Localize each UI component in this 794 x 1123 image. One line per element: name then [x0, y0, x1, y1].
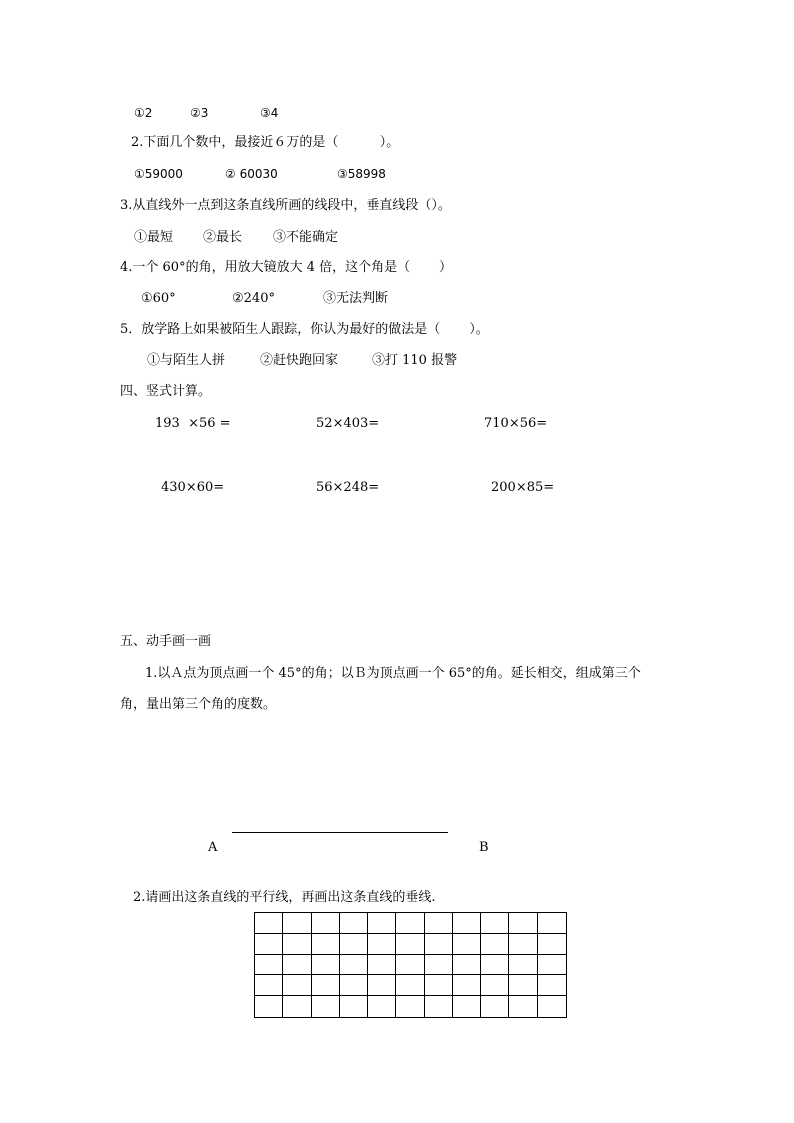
grid-cell — [255, 955, 283, 976]
grid-cell — [453, 975, 481, 996]
q1-option-3: ③4 — [260, 106, 279, 120]
draw-item-1-line-2: 角，量出第三个角的度数。 — [120, 697, 277, 712]
grid-cell — [425, 955, 453, 976]
grid-cell — [368, 934, 396, 955]
grid-cell — [312, 913, 340, 934]
calc-6: 200×85= — [491, 480, 555, 495]
grid-cell — [425, 934, 453, 955]
grid-cell — [538, 996, 566, 1017]
q4-option-1: ①60° — [141, 291, 176, 306]
grid-cell — [481, 913, 509, 934]
grid-cell — [283, 996, 311, 1017]
grid-cell — [340, 996, 368, 1017]
q4-option-3: ③无法判断 — [323, 291, 389, 306]
grid-cell — [368, 996, 396, 1017]
grid-cell — [396, 996, 424, 1017]
point-b-label: B — [479, 840, 489, 855]
grid-cell — [453, 934, 481, 955]
q3-stem: 3.从直线外一点到这条直线所画的线段中，垂直线段（）。 — [120, 198, 451, 213]
calc-5: 56×248= — [316, 480, 380, 495]
calc-3: 710×56= — [484, 416, 548, 431]
grid-cell — [481, 955, 509, 976]
grid-cell — [340, 913, 368, 934]
q5-option-1: ①与陌生人拼 — [147, 353, 226, 368]
grid-cell — [425, 975, 453, 996]
grid-cell — [340, 955, 368, 976]
grid-cell — [509, 955, 537, 976]
segment-ab — [232, 832, 448, 833]
calc-1: 193 ×56 = — [155, 416, 231, 431]
grid-cell — [425, 996, 453, 1017]
calc-2: 52×403= — [316, 416, 380, 431]
q2-option-3: ③58998 — [337, 167, 386, 181]
grid-cell — [340, 934, 368, 955]
section-5-heading: 五、动手画一画 — [120, 634, 212, 649]
grid-cell — [312, 934, 340, 955]
q3-option-1: ①最短 — [134, 230, 174, 245]
grid-cell — [396, 975, 424, 996]
q2-stem: 2.下面几个数中，最接近６万的是（ ）。 — [131, 135, 400, 150]
grid-cell — [283, 955, 311, 976]
grid-cell — [255, 975, 283, 996]
grid-cell — [509, 934, 537, 955]
q3-option-3: ③不能确定 — [273, 230, 339, 245]
grid-cell — [509, 975, 537, 996]
grid-cell — [368, 975, 396, 996]
q4-stem: 4.一个 60°的角，用放大镜放大 4 倍，这个角是（ ） — [120, 260, 453, 275]
grid-cell — [453, 955, 481, 976]
grid-cell — [396, 955, 424, 976]
calc-4: 430×60= — [161, 480, 225, 495]
grid-cell — [396, 934, 424, 955]
q4-option-2: ②240° — [232, 291, 275, 306]
draw-item-2: 2.请画出这条直线的平行线，再画出这条直线的垂线. — [133, 890, 436, 905]
q5-stem: 5．放学路上如果被陌生人跟踪，你认为最好的做法是（ ）。 — [120, 322, 489, 337]
grid-cell — [255, 913, 283, 934]
grid-cell — [481, 996, 509, 1017]
grid-cell — [312, 975, 340, 996]
grid-cell — [425, 913, 453, 934]
drawing-grid — [254, 912, 567, 1018]
grid-cell — [481, 975, 509, 996]
grid-cell — [509, 996, 537, 1017]
grid-cell — [368, 955, 396, 976]
q2-option-1: ①59000 — [134, 167, 183, 181]
draw-item-1-line-1: 1.以Ａ点为顶点画一个 45°的角；以Ｂ为顶点画一个 65°的角。延长相交，组成第三个 — [145, 666, 641, 681]
grid-cell — [481, 934, 509, 955]
q3-option-2: ②最长 — [203, 230, 243, 245]
q2-option-2: ② 60030 — [225, 167, 278, 181]
grid-cell — [396, 913, 424, 934]
q1-option-1: ①2 — [134, 106, 153, 120]
grid-cell — [538, 955, 566, 976]
grid-cell — [312, 955, 340, 976]
grid-cell — [255, 996, 283, 1017]
grid-cell — [312, 996, 340, 1017]
q5-option-3: ③打 110 报警 — [372, 353, 458, 368]
grid-cell — [283, 934, 311, 955]
grid-cell — [255, 934, 283, 955]
grid-cell — [453, 996, 481, 1017]
q5-option-2: ②赶快跑回家 — [260, 353, 339, 368]
grid-cell — [538, 975, 566, 996]
section-4-heading: 四、竖式计算。 — [120, 384, 212, 399]
grid-cell — [538, 934, 566, 955]
q1-option-2: ②3 — [190, 106, 209, 120]
point-a-label: A — [208, 840, 218, 855]
grid-cell — [368, 913, 396, 934]
grid-cell — [538, 913, 566, 934]
grid-cell — [509, 913, 537, 934]
grid-cell — [283, 913, 311, 934]
grid-cell — [453, 913, 481, 934]
grid-cell — [340, 975, 368, 996]
grid-cell — [283, 975, 311, 996]
